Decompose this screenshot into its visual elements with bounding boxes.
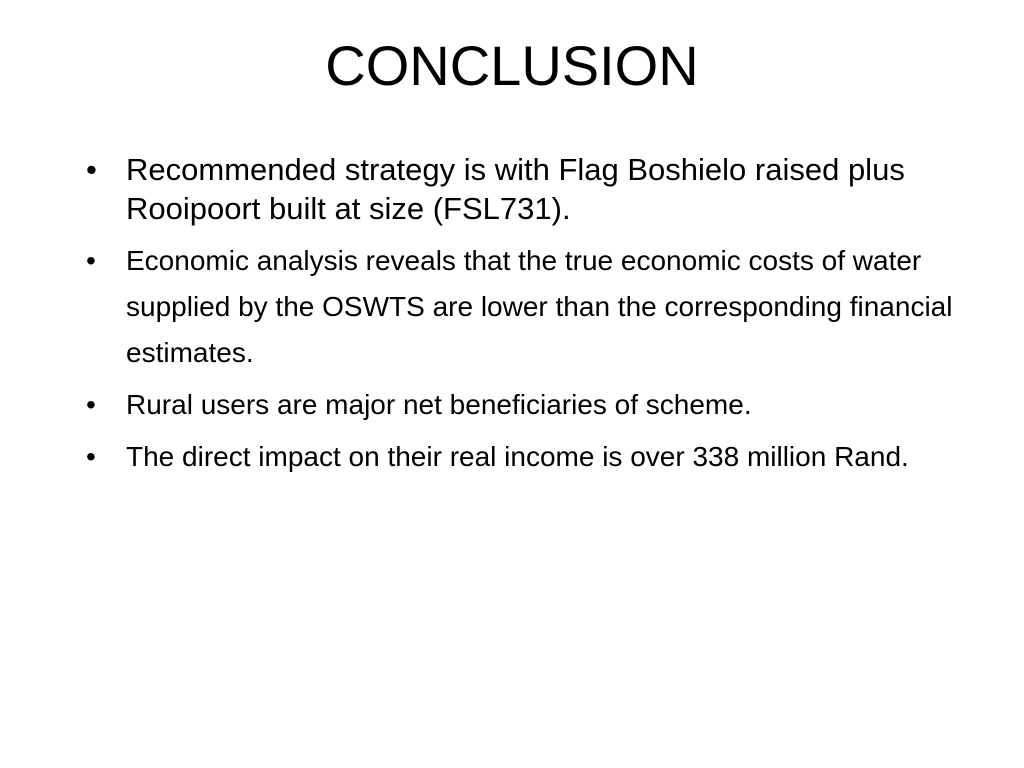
bullet-text: Recommended strategy is with Flag Boshielo raised plus Rooipoort built at size (FSL731). xyxy=(126,152,905,226)
bullet-text: Rural users are major net beneficiaries of scheme. xyxy=(126,389,752,420)
bullet-dot: • xyxy=(86,245,96,276)
bullet-text: The direct impact on their real income is over 338 million Rand. xyxy=(126,441,909,472)
bullet-item-economic-analysis xyxy=(86,238,956,376)
bullet-item-rural-users xyxy=(86,382,956,428)
bullet-dot: • xyxy=(86,152,97,187)
bullet-dot: • xyxy=(86,441,96,472)
slide-title: CONCLUSION xyxy=(325,34,699,97)
bullet-text: Economic analysis reveals that the true economic costs of water supplied by the OSWTS are lower than the corresponding financial estimates. xyxy=(126,245,953,368)
bullet-item-strategy xyxy=(86,150,956,228)
bullet-item-direct-impact xyxy=(86,434,956,480)
bullet-dot: • xyxy=(86,389,96,420)
bullet-list xyxy=(86,150,956,480)
